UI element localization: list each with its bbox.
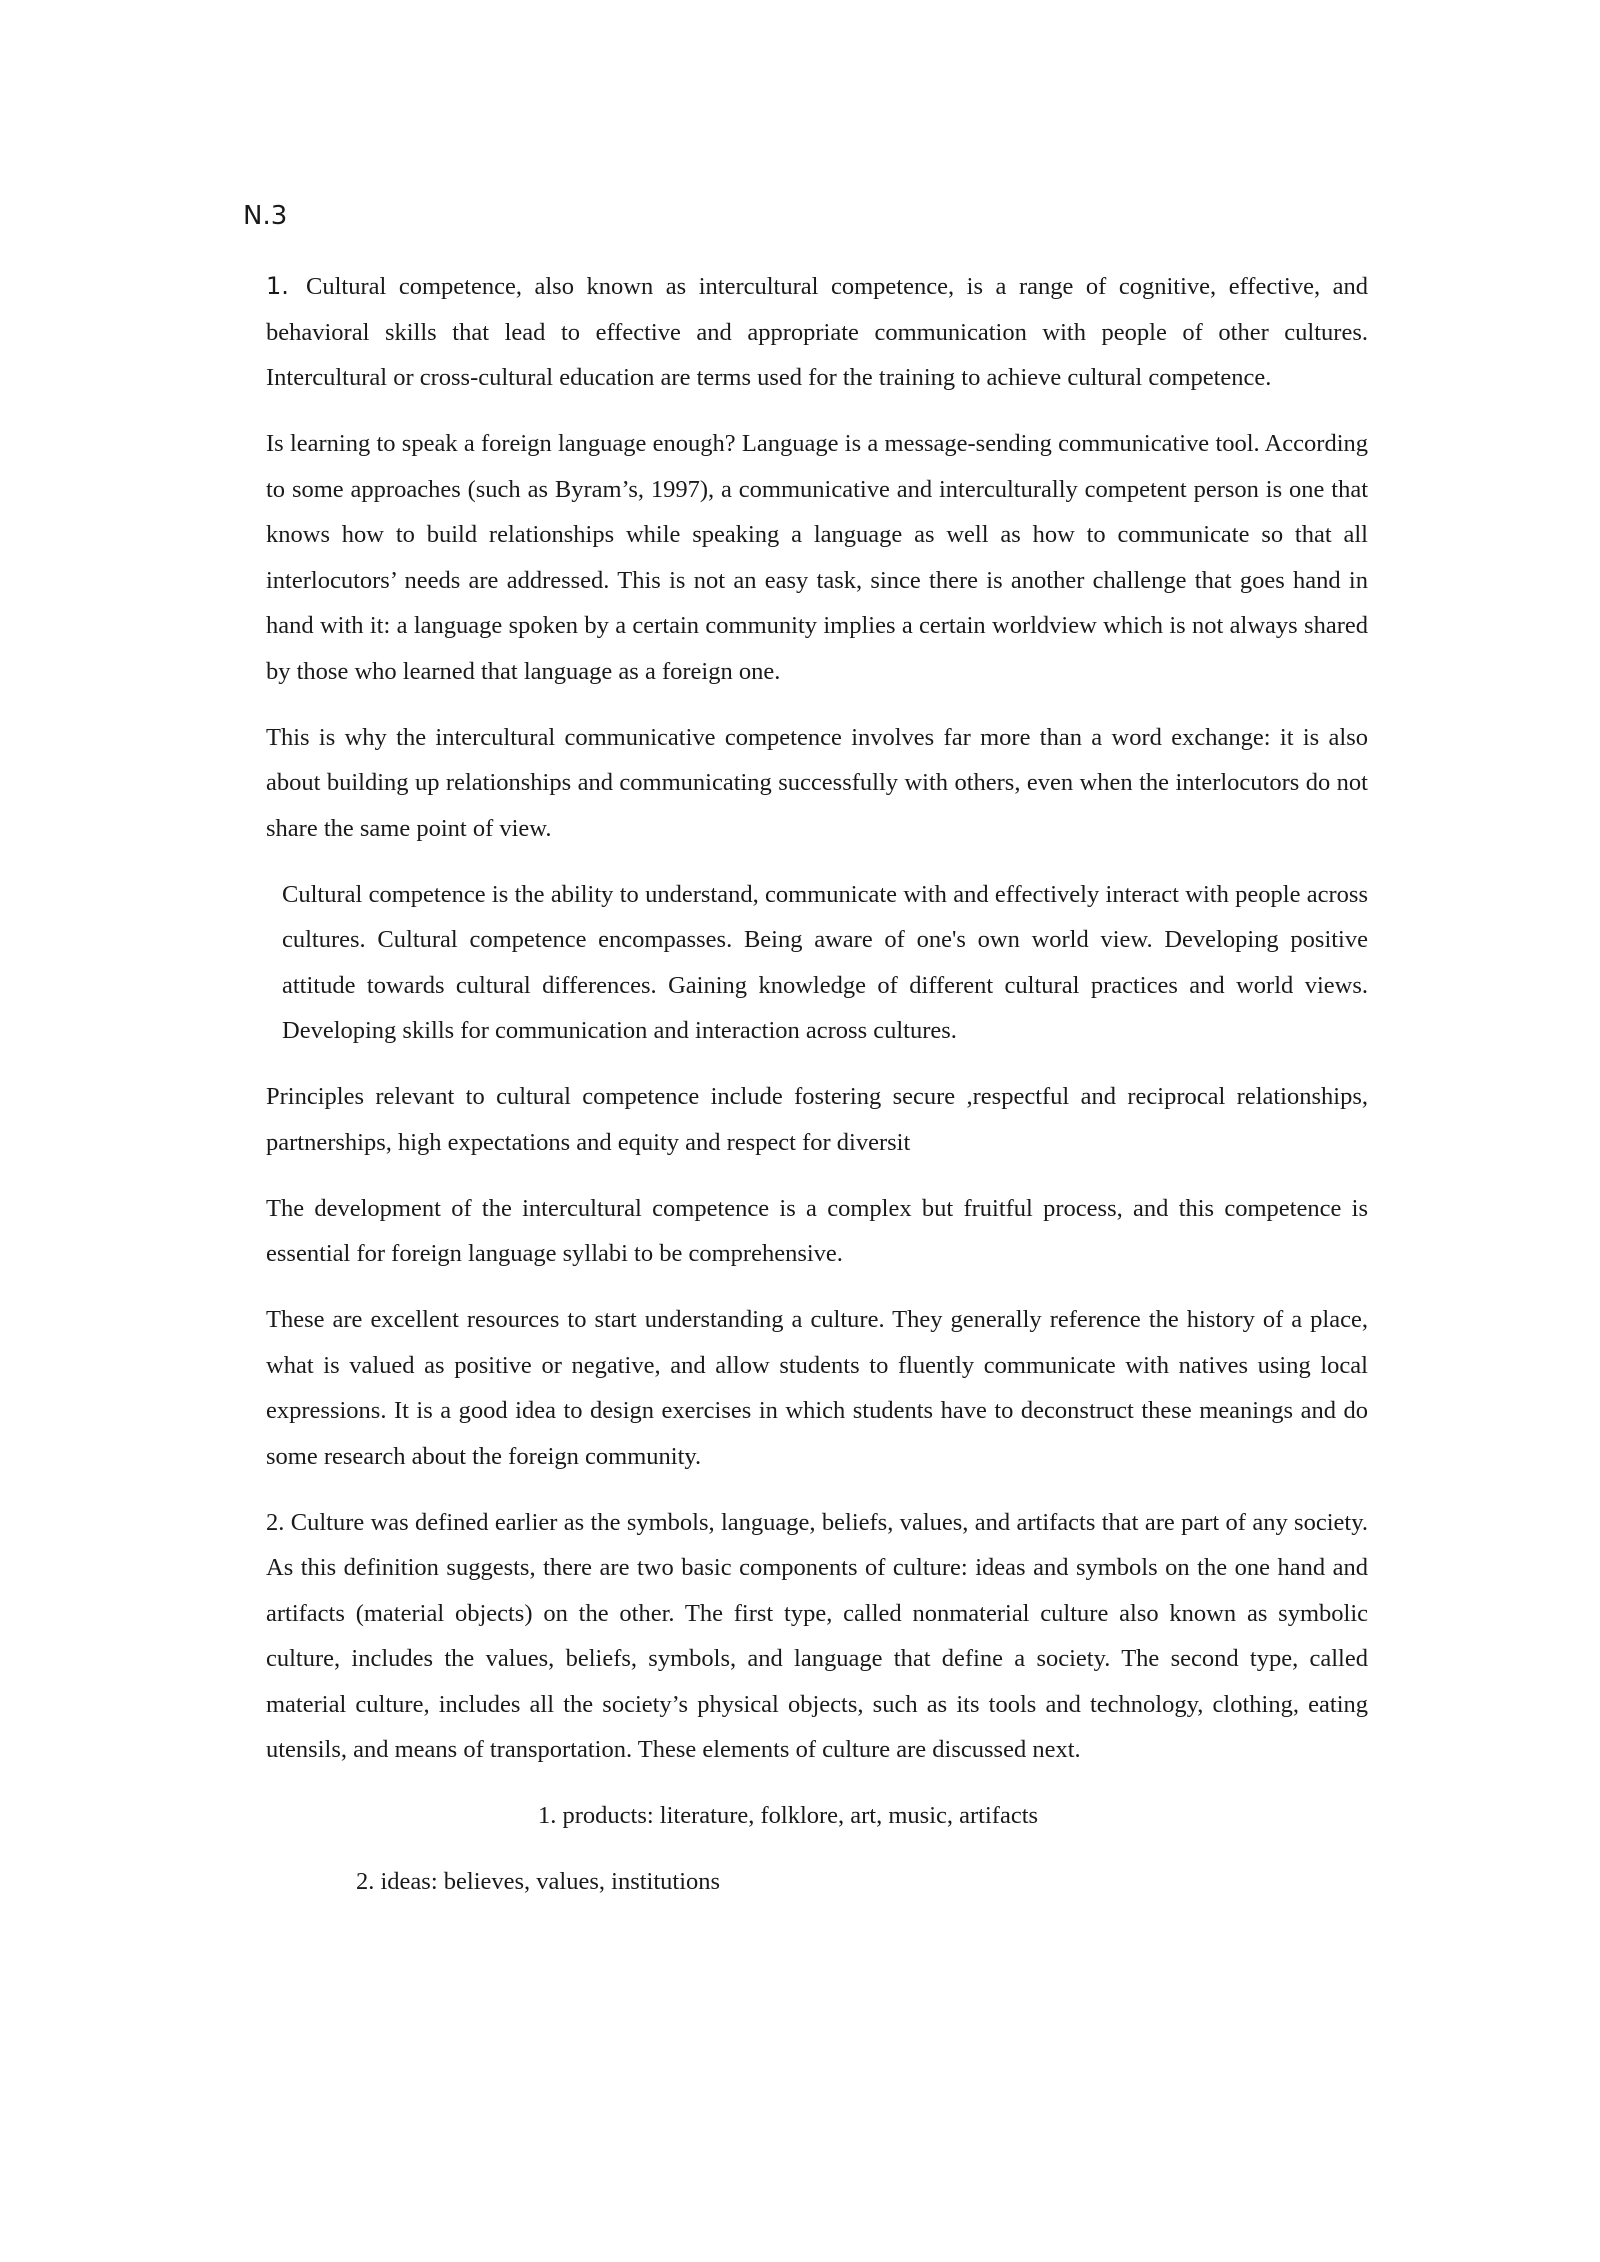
- section-1-number: 1.: [266, 272, 289, 300]
- paragraph-1-4: Cultural competence is the ability to understand, communicate with and effectively interact with people across cultures. Cultural competence encompasses. Being aware of one's own world view. Developing positive attitude towards cultural differences. Gaining knowledge of different cultural practices and world views. Developing skills for communication and interaction across cultures.: [282, 880, 1368, 1044]
- paragraph-2-1: 2. Culture was defined earlier as the symbols, language, beliefs, values, and artifacts that are part of any society. As this definition suggests, there are two basic components of culture: ideas and symbols on the one hand and artifacts (material objects) on the other. The first type, called nonmaterial culture also known as symbolic culture, includes the values, beliefs, symbols, and language that define a society. The second type, called material culture, includes all the society’s physical objects, such as its tools and technology, clothing, eating utensils, and means of transportation. These elements of culture are discussed next.: [266, 1508, 1368, 1763]
- paragraph-1-1: [266, 264, 1368, 401]
- paragraph-1-7: These are excellent resources to start understanding a culture. They generally reference the history of a place, what is valued as positive or negative, and allow students to fluently communicate with natives using local expressions. It is a good idea to design exercises in which students have to deconstruct these meanings and do some research about the foreign community.: [266, 1306, 1368, 1470]
- document-body: [266, 264, 1368, 1925]
- paragraph-1-1-text: Cultural competence, also known as intercultural competence, is a range of cognitive, effective, and behavioral skills that lead to effective and appropriate communication with people of other cultures. Intercultural or cross-cultural education are terms used for the training to achieve cultural competence.: [266, 273, 1368, 391]
- paragraph-1-2: Is learning to speak a foreign language enough? Language is a message-sending communicative tool. According to some approaches (such as Byram’s, 1997), a communicative and interculturally competent person is one that knows how to build relationships while speaking a language as well as how to communicate so that all interlocutors’ needs are addressed. This is not an easy task, since there is another challenge that goes hand in hand with it: a language spoken by a certain community implies a certain worldview which is not always shared by those who learned that language as a foreign one.: [266, 430, 1368, 685]
- document-heading: N.3: [243, 201, 288, 231]
- paragraph-1-5: Principles relevant to cultural competence include fostering secure ,respectful and reciprocal relationships, partnerships, high expectations and equity and respect for diversit: [266, 1083, 1368, 1156]
- paragraph-1-3: This is why the intercultural communicative competence involves far more than a word exchange: it is also about building up relationships and communicating successfully with others, even when the interlocutors do not share the same point of view.: [266, 723, 1368, 842]
- list-item-products: 1. products: literature, folklore, art, music, artifacts: [538, 1802, 1039, 1829]
- paragraph-1-6: The development of the intercultural competence is a complex but fruitful process, and this competence is essential for foreign language syllabi to be comprehensive.: [266, 1194, 1368, 1267]
- list-item-ideas: 2. ideas: believes, values, institutions: [356, 1868, 721, 1895]
